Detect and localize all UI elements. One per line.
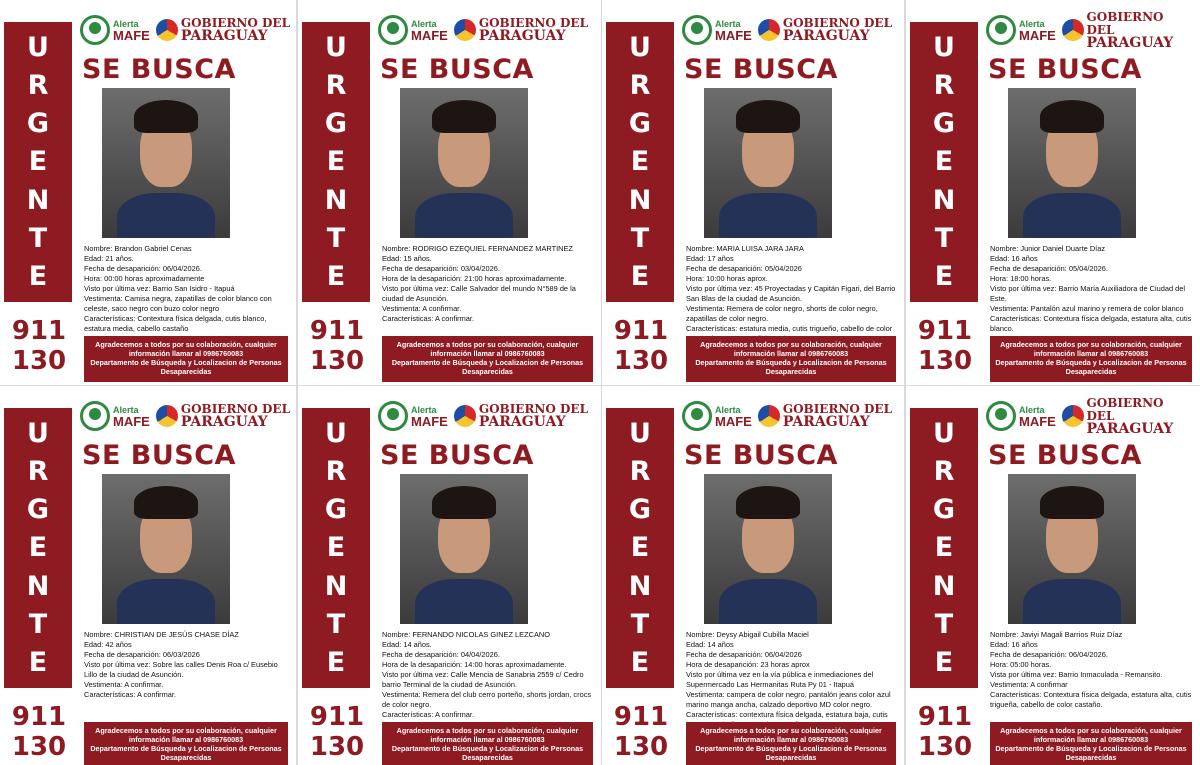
missing-person-poster [906,386,1200,765]
info-visto: Visto por última vez: Calle Mencia de Sanabria 2559 c/ Cedro barrio Terminal de la ciudad de Asunción. [382,670,584,689]
magnifier-person-icon [378,401,408,431]
urgent-letter: T [326,609,346,641]
info-edad: Edad: 14 años. [382,640,432,649]
urgent-vertical-banner [4,22,72,302]
urgent-letter: G [324,494,348,526]
gobierno-del-label: GOBIERNO DEL [180,16,291,30]
urgent-letter: N [324,184,348,216]
urgent-letter: G [628,108,652,140]
footer-department: Departamento de Búsqueda y Localizacion de Personas Desaparecidas [995,744,1187,762]
phone-911: 911 [11,702,67,732]
info-nombre: Nombre: Brandon Gabriel Cenas [84,244,192,253]
magnifier-person-icon [80,15,110,45]
urgent-vertical-banner [910,22,978,302]
poster-footer [84,722,288,765]
urgent-letter: R [933,69,955,101]
urgent-letter: G [26,108,50,140]
person-info [84,244,288,334]
info-caracteristicas: Características: estatura media, cutis trigueño, cabello de color [686,324,893,333]
info-nombre: Nombre: FERNANDO NICOLAS GINEZ LEZCANO [382,630,550,639]
urgent-letter: E [28,261,48,293]
urgent-letter: E [326,647,346,679]
info-nombre: Nombre: Javiyi Magali Barrios Ruiz Díaz [990,630,1123,639]
info-fecha: Fecha de desaparición: 06/03/2026 [84,650,200,659]
urgent-letter: G [628,494,652,526]
info-edad: Edad: 17 años [686,254,734,263]
phone-911: 911 [309,702,365,732]
phone-911: 911 [917,316,973,346]
phone-911: 911 [917,702,973,732]
urgent-letter: N [932,184,956,216]
paraguay-label: PARAGUAY [180,28,268,44]
missing-person-poster [298,0,601,385]
info-hora: Hora de desaparición: 23 horas aprox [686,660,810,669]
header-logos [986,396,1194,436]
alerta-label: Alerta [411,404,437,415]
info-caracteristicas: Características: contextura física delgada, estatura baja, cutis [686,710,888,719]
gobierno-flower-icon [758,19,780,41]
emergency-numbers [302,316,372,376]
gobierno-del-label: GOBIERNO DEL [782,16,893,30]
urgent-letter: R [27,69,49,101]
se-busca-title: SE BUSCA [380,440,534,471]
info-vestimenta: Vestimenta: campera de color negro, pantalón jeans color azul marino manga ancha, calzado deportivo MD color negro. [686,690,891,709]
header-logos [80,396,290,436]
urgent-letter: R [629,69,651,101]
info-edad: Edad: 14 años [686,640,734,649]
info-hora: Hora de la desaparición: 21:00 horas aproximadamente. [382,274,567,283]
info-hora: Hora de la desaparición: 14:00 horas aproximadamente. [382,660,567,669]
urgent-letter: G [932,494,956,526]
urgent-letter: G [324,108,348,140]
poster-footer [84,336,288,382]
phone-130: 130 [11,732,67,762]
gobierno-flower-icon [156,19,178,41]
missing-person-poster [298,386,601,765]
urgent-vertical-banner [606,22,674,302]
info-edad: Edad: 16 años [990,254,1038,263]
se-busca-title: SE BUSCA [380,54,534,85]
urgent-vertical-banner [302,22,370,302]
info-nombre: Nombre: RODRIGO EZEQUIEL FERNANDEZ MARTINEZ [382,244,573,253]
urgent-letter: R [933,455,955,487]
info-nombre: Nombre: Deysy Abigail Cubilla Maciel [686,630,809,639]
gobierno-paraguay-logo [1062,11,1194,50]
info-caracteristicas: Características: Contextura física delgada, estatura alta, cutis blanco. [990,314,1192,333]
info-vestimenta: Vestimenta: Remera de color negro, shorts de color negro, zapatillas de color negro. [686,304,878,323]
phone-130: 130 [917,346,973,376]
info-edad: Edad: 21 años. [84,254,134,263]
person-photo [102,88,230,238]
info-nombre: Nombre: Junior Daniel Duarte Díaz [990,244,1106,253]
person-photo [400,474,528,624]
person-photo [704,88,832,238]
person-info [382,244,593,324]
urgent-letter: N [628,184,652,216]
mafe-label: MAFE [411,27,448,43]
phone-911: 911 [11,316,67,346]
urgent-letter: E [326,532,346,564]
mafe-label: MAFE [715,27,752,43]
urgent-letter: U [629,417,651,449]
urgent-letter: T [326,223,346,255]
missing-person-poster [602,386,904,765]
footer-thanks: Agradecemos a todos por su colaboración, cualquier información llamar al 0986760083 [1000,340,1182,358]
gobierno-paraguay-logo [454,17,588,43]
se-busca-title: SE BUSCA [684,54,838,85]
paraguay-label: PARAGUAY [1086,420,1174,437]
alerta-mafe-logo [986,15,1056,45]
info-hora: Hora: 05:00 horas. [990,660,1052,669]
urgent-letter: E [326,146,346,178]
gobierno-paraguay-logo [156,17,290,43]
info-fecha: Fecha de desaparición: 06/04/2026 [686,650,802,659]
person-info [84,630,288,700]
urgent-letter: N [26,570,50,602]
info-fecha: Fecha de desaparición: 06/04/2026. [990,650,1108,659]
info-caracteristicas: Características: Contextura física delgada, cutis blanco, estatura media, cabello castaño [84,314,267,333]
gobierno-paraguay-logo [454,403,588,429]
urgent-letter: U [325,31,347,63]
footer-thanks: Agradecemos a todos por su colaboración, cualquier información llamar al 0986760083 [396,340,579,358]
header-logos [682,10,898,50]
gobierno-flower-icon [454,405,476,427]
alerta-label: Alerta [411,18,437,29]
emergency-numbers [606,702,676,762]
urgent-letter: T [630,223,650,255]
alerta-label: Alerta [715,18,741,29]
phone-130: 130 [613,346,669,376]
emergency-numbers [606,316,676,376]
poster-footer [686,336,896,382]
urgent-letter: U [933,417,955,449]
mafe-label: MAFE [113,413,150,429]
footer-department: Departamento de Búsqueda y Localizacion de Personas Desaparecidas [90,744,282,762]
urgent-letter: E [28,532,48,564]
phone-130: 130 [11,346,67,376]
person-info [686,630,896,730]
urgent-vertical-banner [910,408,978,688]
alerta-mafe-logo [682,401,752,431]
alerta-mafe-logo [682,15,752,45]
footer-department: Departamento de Búsqueda y Localizacion de Personas Desaparecidas [995,358,1187,376]
gobierno-paraguay-logo [758,17,892,43]
alerta-label: Alerta [1019,404,1045,415]
urgent-letter: T [934,609,954,641]
emergency-numbers [4,316,74,376]
phone-911: 911 [613,316,669,346]
gobierno-paraguay-logo [758,403,892,429]
footer-thanks: Agradecemos a todos por su colaboración, cualquier información llamar al 0986760083 [95,340,277,358]
phone-911: 911 [613,702,669,732]
footer-department: Departamento de Búsqueda y Localizacion de Personas Desaparecidas [90,358,282,376]
header-logos [378,10,595,50]
phone-130: 130 [917,732,973,762]
info-visto: Visto por última vez: Barrio María Auxiliadora de Ciudad del Este. [990,284,1185,303]
urgent-vertical-banner [4,408,72,688]
magnifier-person-icon [378,15,408,45]
gobierno-flower-icon [1062,19,1084,41]
se-busca-title: SE BUSCA [988,440,1142,471]
missing-person-poster [0,0,296,385]
phone-130: 130 [309,346,365,376]
missing-person-poster [602,0,904,385]
urgent-letter: E [934,146,954,178]
mafe-label: MAFE [1019,413,1056,429]
info-fecha: Fecha de desaparición: 05/04/2026. [990,264,1108,273]
emergency-numbers [910,702,980,762]
gobierno-del-label: GOBIERNO DEL [1086,9,1164,37]
mafe-label: MAFE [411,413,448,429]
poster-footer [382,722,593,765]
mafe-label: MAFE [113,27,150,43]
gobierno-flower-icon [1062,405,1084,427]
header-logos [682,396,898,436]
info-nombre: Nombre: MARIA LUISA JARA JARA [686,244,804,253]
urgent-letter: U [27,417,49,449]
person-info [990,244,1192,334]
urgent-letter: N [26,184,50,216]
urgent-letter: T [934,223,954,255]
urgent-letter: N [628,570,652,602]
info-caracteristicas: Características: Contextura física delgada, estatura alta, cutis trigueña, cabello de color castaño. [990,690,1192,709]
alerta-label: Alerta [715,404,741,415]
poster-footer [990,722,1192,765]
urgent-letter: R [27,455,49,487]
person-info [686,244,896,344]
alerta-label: Alerta [113,18,139,29]
gobierno-flower-icon [454,19,476,41]
footer-thanks: Agradecemos a todos por su colaboración, cualquier información llamar al 0986760083 [700,340,882,358]
magnifier-person-icon [682,401,712,431]
gobierno-del-label: GOBIERNO DEL [478,402,589,416]
gobierno-paraguay-logo [1062,397,1194,436]
alerta-mafe-logo [80,401,150,431]
magnifier-person-icon [682,15,712,45]
urgent-letter: E [934,647,954,679]
gobierno-flower-icon [758,405,780,427]
info-caracteristicas: Características: A confirmar. [382,314,475,323]
alerta-mafe-logo [80,15,150,45]
footer-department: Departamento de Búsqueda y Localizacion de Personas Desaparecidas [695,744,887,762]
footer-department: Departamento de Búsqueda y Localizacion de Personas Desaparecidas [391,744,584,762]
phone-130: 130 [613,732,669,762]
info-hora: Hora: 00:00 horas aproximadamente [84,274,205,283]
paraguay-label: PARAGUAY [782,414,870,430]
urgent-letter: E [630,261,650,293]
urgent-letter: R [629,455,651,487]
urgent-letter: R [325,455,347,487]
footer-thanks: Agradecemos a todos por su colaboración, cualquier información llamar al 0986760083 [95,726,277,744]
magnifier-person-icon [80,401,110,431]
phone-911: 911 [309,316,365,346]
se-busca-title: SE BUSCA [684,440,838,471]
info-visto: Visto por última vez en la vía pública e inmediaciones del Supermercado Las Hermanitas Ruta Py 01 - Itapuá [686,670,874,689]
se-busca-title: SE BUSCA [82,440,236,471]
footer-thanks: Agradecemos a todos por su colaboración, cualquier información llamar al 0986760083 [1000,726,1182,744]
info-visto: Visto por última vez: Sobre las calles Denis Roa c/ Eusebio Lillo de la ciudad de Asunción. [84,660,278,679]
gobierno-paraguay-logo [156,403,290,429]
info-fecha: Fecha de desaparición: 03/04/2026. [382,264,500,273]
alerta-mafe-logo [986,401,1056,431]
urgent-letter: R [325,69,347,101]
alerta-label: Alerta [1019,18,1045,29]
gobierno-del-label: GOBIERNO DEL [1086,395,1164,423]
person-info [990,630,1192,710]
info-vestimenta: Vestimenta: Camisa negra, zapatillas de color blanco con celeste, saco negro con buzo color negro [84,294,272,313]
info-visto: Visto por última vez: Calle Salvador del mundo N°589 de la ciudad de Asunción. [382,284,576,303]
missing-person-poster [0,386,296,765]
urgent-letter: E [28,647,48,679]
gobierno-del-label: GOBIERNO DEL [478,16,589,30]
urgent-letter: E [326,261,346,293]
urgent-letter: U [629,31,651,63]
info-fecha: Fecha de desaparición: 04/04/2026. [382,650,500,659]
person-info [382,630,593,720]
info-fecha: Fecha de desaparición: 05/04/2026 [686,264,802,273]
gobierno-flower-icon [156,405,178,427]
phone-130: 130 [309,732,365,762]
person-photo [102,474,230,624]
info-hora: Hora: 10:00 horas aprox. [686,274,768,283]
info-vestimenta: Vestimenta: A confirmar. [382,304,462,313]
footer-department: Departamento de Búsqueda y Localizacion de Personas Desaparecidas [695,358,887,376]
emergency-numbers [4,702,74,762]
urgent-letter: U [325,417,347,449]
info-edad: Edad: 16 años [990,640,1038,649]
header-logos [378,396,595,436]
alerta-mafe-logo [378,401,448,431]
urgent-letter: E [934,532,954,564]
urgent-letter: T [28,223,48,255]
paraguay-label: PARAGUAY [478,28,566,44]
person-photo [1008,88,1136,238]
magnifier-person-icon [986,15,1016,45]
mafe-label: MAFE [715,413,752,429]
urgent-letter: E [630,146,650,178]
info-caracteristicas: Características: A confirmar. [84,690,177,699]
footer-thanks: Agradecemos a todos por su colaboración, cualquier información llamar al 0986760083 [396,726,579,744]
urgent-vertical-banner [302,408,370,688]
urgent-letter: N [324,570,348,602]
gobierno-del-label: GOBIERNO DEL [180,402,291,416]
poster-footer [990,336,1192,382]
paraguay-label: PARAGUAY [1086,34,1174,51]
emergency-numbers [302,702,372,762]
info-vestimenta: Vestimenta: Pantalón azul marino y remera de color blanco [990,304,1184,313]
se-busca-title: SE BUSCA [988,54,1142,85]
poster-footer [382,336,593,382]
header-logos [80,10,290,50]
urgent-letter: T [28,609,48,641]
magnifier-person-icon [986,401,1016,431]
info-vestimenta: Vestimenta: Remera del club cerro porteño, shorts jordan, crocs de color negro. [382,690,592,709]
info-fecha: Fecha de desaparición: 06/04/2026. [84,264,202,273]
info-visto: Vista por última vez: Barrio Inmaculada - Remansito. [990,670,1163,679]
paraguay-label: PARAGUAY [782,28,870,44]
urgent-letter: U [933,31,955,63]
alerta-mafe-logo [378,15,448,45]
info-edad: Edad: 15 años. [382,254,432,263]
urgent-letter: G [26,494,50,526]
info-hora: Hora: 18:00 horas. [990,274,1052,283]
urgent-letter: N [932,570,956,602]
paraguay-label: PARAGUAY [180,414,268,430]
info-edad: Edad: 42 años [84,640,132,649]
urgent-letter: E [630,647,650,679]
paraguay-label: PARAGUAY [478,414,566,430]
footer-department: Departamento de Búsqueda y Localizacion de Personas Desaparecidas [391,358,584,376]
person-photo [1008,474,1136,624]
person-photo [400,88,528,238]
urgent-letter: E [28,146,48,178]
missing-person-poster [906,0,1200,385]
info-vestimenta: Vestimenta: A confirmar [990,680,1068,689]
urgent-vertical-banner [606,408,674,688]
urgent-letter: T [630,609,650,641]
info-vestimenta: Vestimenta: A confirmar. [84,680,164,689]
info-visto: Visto por última vez: 45 Proyectadas y Capitán Figari, del Barrio San Blas de la ciudad de Asunción. [686,284,896,303]
header-logos [986,10,1194,50]
poster-footer [686,722,896,765]
urgent-letter: G [932,108,956,140]
info-caracteristicas: Características: A confirmar. [382,710,475,719]
urgent-letter: E [934,261,954,293]
footer-thanks: Agradecemos a todos por su colaboración, cualquier información llamar al 0986760083 [700,726,882,744]
info-visto: Visto por última vez: Barrio San Isidro - Itapuá [84,284,235,293]
person-photo [704,474,832,624]
urgent-letter: U [27,31,49,63]
urgent-letter: E [630,532,650,564]
se-busca-title: SE BUSCA [82,54,236,85]
mafe-label: MAFE [1019,27,1056,43]
alerta-label: Alerta [113,404,139,415]
emergency-numbers [910,316,980,376]
gobierno-del-label: GOBIERNO DEL [782,402,893,416]
info-nombre: Nombre: CHRISTIAN DE JESÚS CHASE DÍAZ [84,630,239,639]
